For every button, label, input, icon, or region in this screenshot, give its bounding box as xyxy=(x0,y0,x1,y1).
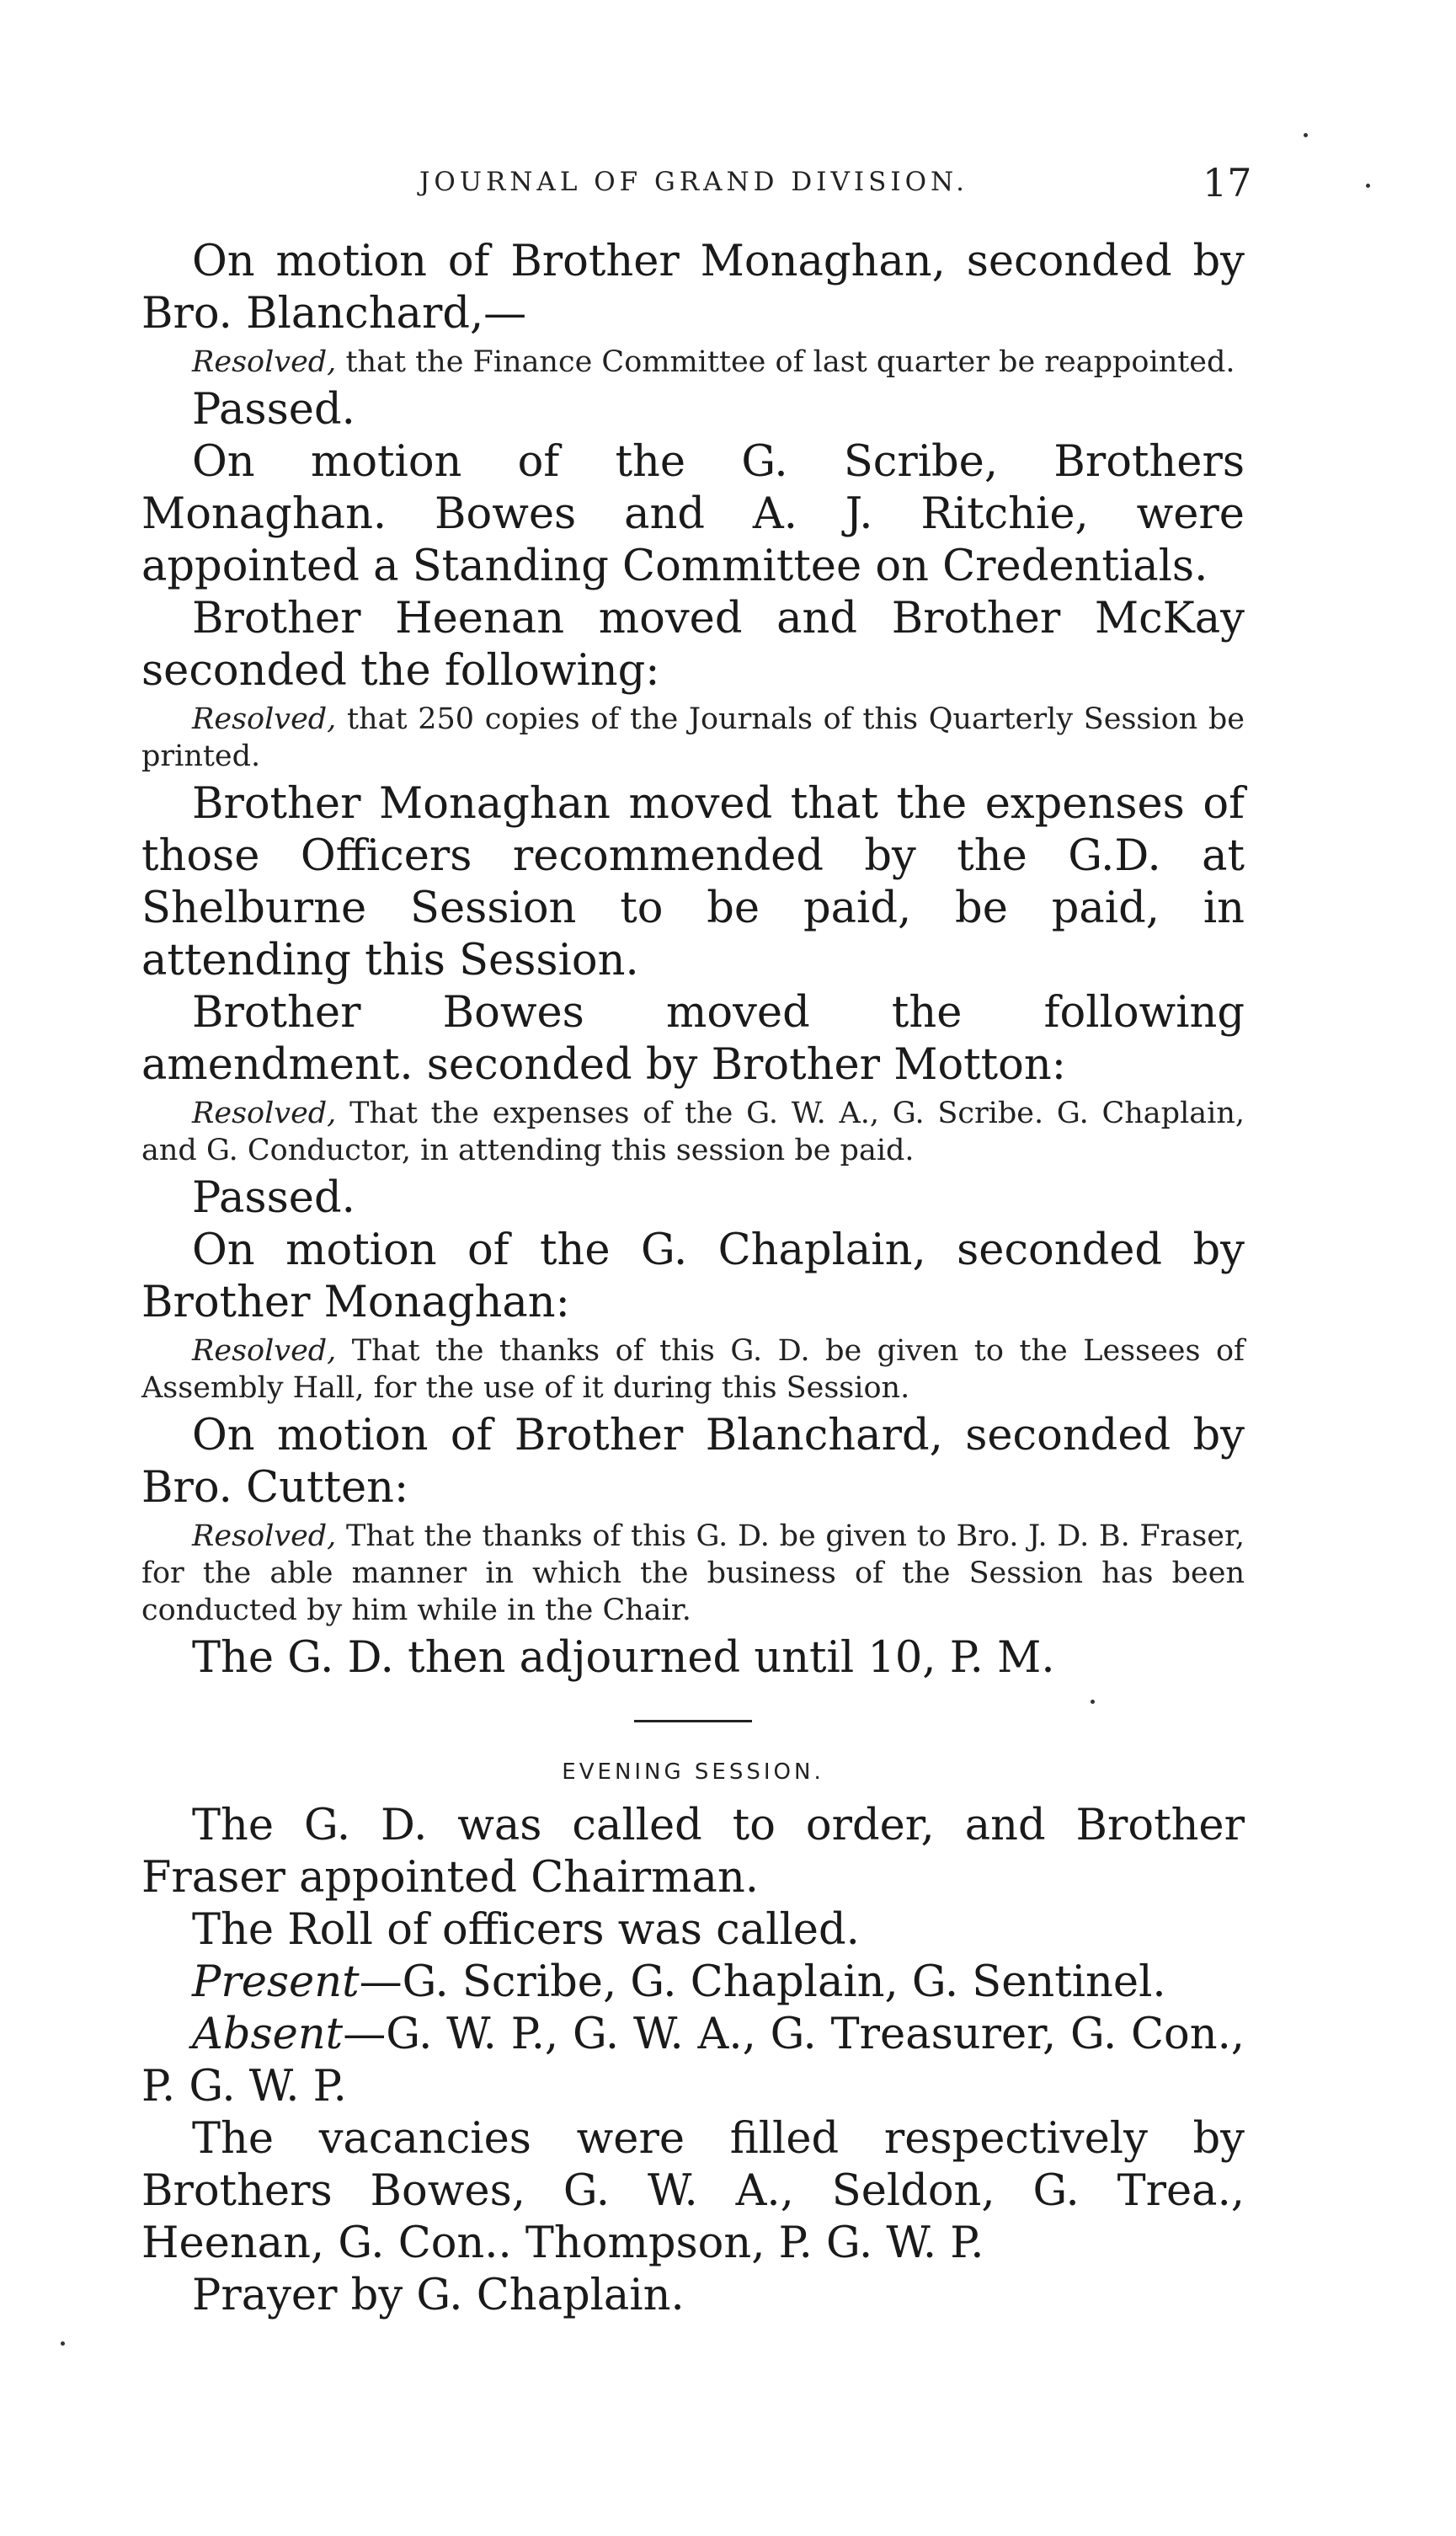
paragraph: On motion of the G. Scribe, Brothers Monaghan. Bowes and A. J. Ritchie, were appointed a Standing Committee on Credentials. xyxy=(141,437,1245,591)
paragraph: On motion of the G. Chaplain, seconded by Brother Monaghan: xyxy=(141,1225,1245,1327)
paragraph: The Roll of officers was called. xyxy=(192,1905,860,1955)
paragraph: Brother Monaghan moved that the expenses of those Officers recommended by the G.D. at Shelburne Session to be paid, be paid, in attending this Session. xyxy=(141,779,1245,985)
resolution-keyword: Resolved, xyxy=(192,702,337,736)
roll-text: —G. Scribe, G. Chaplain, G. Sentinel. xyxy=(359,1957,1166,2007)
paragraph: On motion of Brother Blanchard, seconded by Bro. Cutten: xyxy=(141,1411,1245,1513)
roll-text: —G. W. P., G. W. A., G. Treasurer, G. Con., P. G. W. P. xyxy=(141,2010,1245,2112)
paragraph: Passed. xyxy=(192,1173,355,1223)
resolution-text: That the thanks of this G. D. be given to Bro. J. D. B. Fraser, for the able manner in which the business of the Session has been conducted by him while in the Chair. xyxy=(141,1519,1245,1627)
resolution-text: That the thanks of this G. D. be given to the Lessees of Assembly Hall, for the use of it during this Session. xyxy=(141,1334,1245,1405)
roll-entry xyxy=(141,1957,1245,2009)
resolution-keyword: Resolved, xyxy=(192,345,337,379)
body-text xyxy=(141,236,1245,2322)
resolution xyxy=(141,344,1245,381)
roll-keyword: Absent xyxy=(192,2010,344,2059)
resolution-keyword: Resolved, xyxy=(192,1097,337,1130)
resolution-text: That the expenses of the G. W. A., G. Scribe. G. Chaplain, and G. Conductor, in attending this session be paid. xyxy=(141,1097,1245,1167)
paragraph: Prayer by G. Chaplain. xyxy=(192,2271,685,2320)
resolution-keyword: Resolved, xyxy=(192,1334,337,1368)
roll-entry xyxy=(141,2009,1245,2113)
resolution xyxy=(141,1518,1245,1629)
resolution xyxy=(141,1332,1245,1407)
evening-session xyxy=(141,1800,1245,2322)
paragraph: The G. D. then adjourned until 10, P. M. xyxy=(192,1633,1055,1683)
paragraph: On motion of Brother Monaghan, seconded by Bro. Blanchard,— xyxy=(141,237,1245,339)
paragraph: The G. D. was called to order, and Brother Fraser appointed Chairman. xyxy=(141,1801,1245,1903)
paragraph: The vacancies were filled respectively by Brothers Bowes, G. W. A., Seldon, G. Trea., Heenan, G. Con.. Thompson, P. G. W. P. xyxy=(141,2114,1245,2268)
page-number: 17 xyxy=(1203,160,1252,206)
paragraph: Brother Heenan moved and Brother McKay seconded the following: xyxy=(141,594,1245,696)
proceedings xyxy=(141,236,1245,1684)
running-head: JOURNAL OF GRAND DIVISION. xyxy=(419,167,968,197)
resolution xyxy=(141,701,1245,775)
resolution-keyword: Resolved, xyxy=(192,1519,337,1553)
roll-keyword: Present xyxy=(192,1957,360,2007)
section-divider xyxy=(634,1720,752,1722)
section-title: EVENING SESSION. xyxy=(562,1759,824,1785)
page-header xyxy=(0,160,1456,217)
paragraph: Passed. xyxy=(192,385,355,435)
resolution xyxy=(141,1095,1245,1169)
resolution-text: that 250 copies of the Journals of this Quarterly Session be printed. xyxy=(141,702,1245,773)
paragraph: Brother Bowes moved the following amendment. seconded by Brother Motton: xyxy=(141,988,1245,1090)
resolution-text: that the Finance Committee of last quarter be reappointed. xyxy=(336,345,1235,379)
